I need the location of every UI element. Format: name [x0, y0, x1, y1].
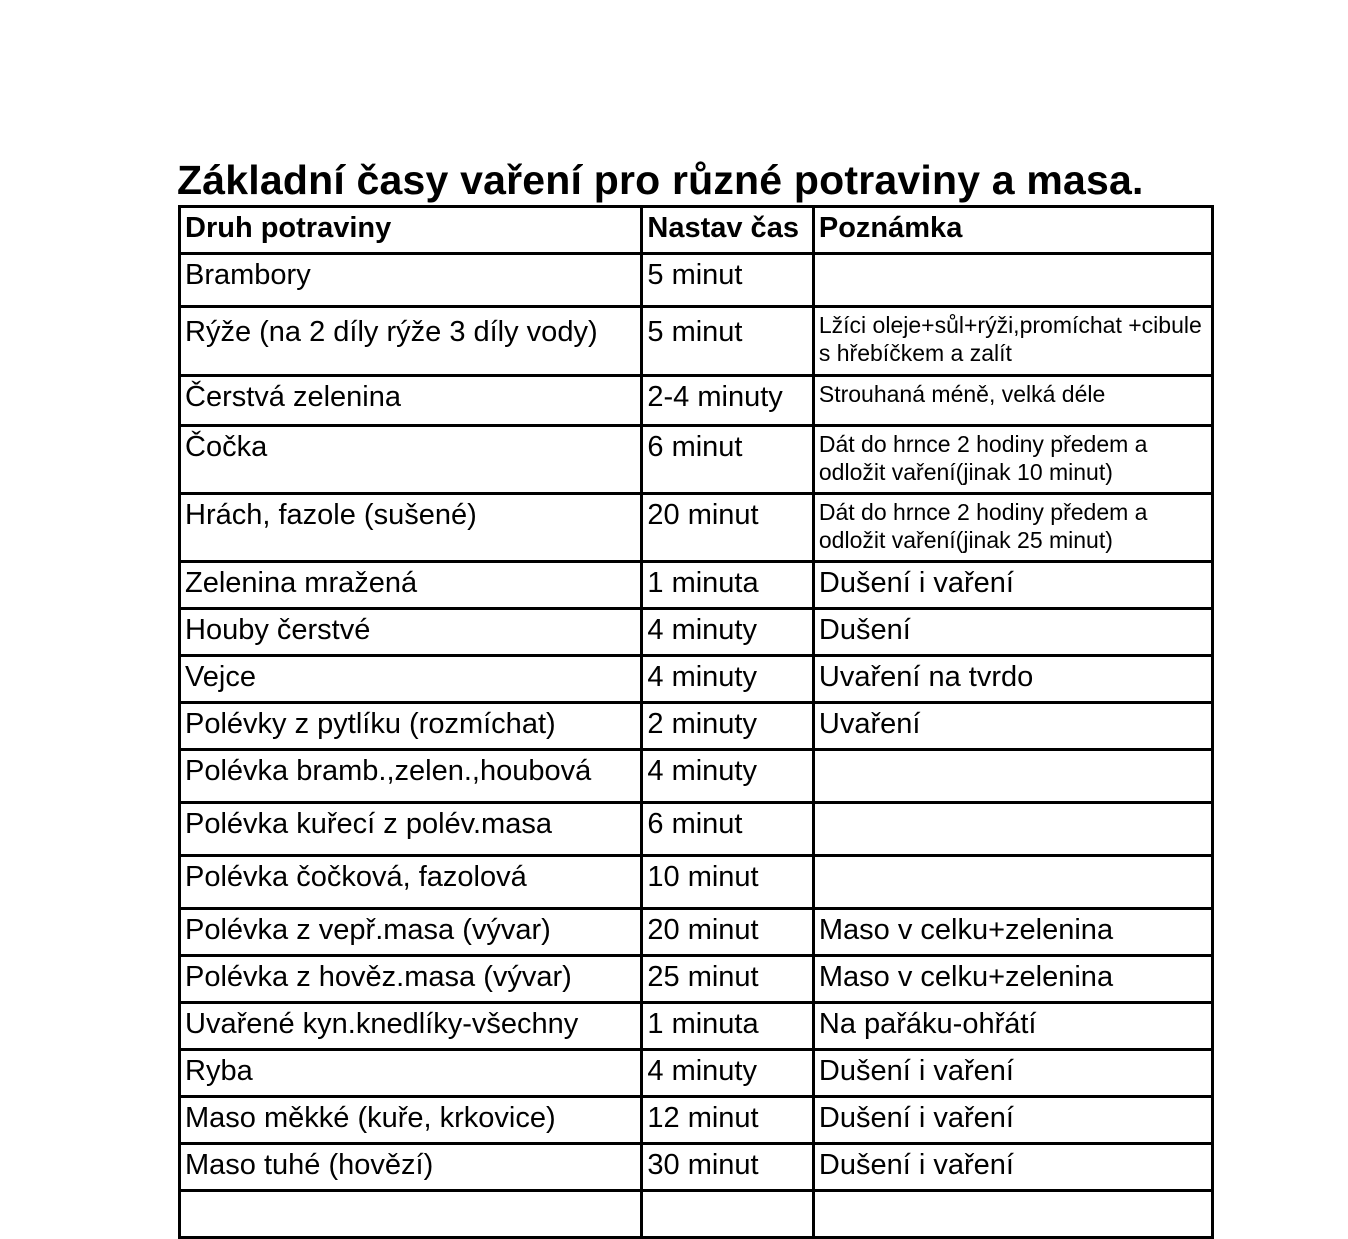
food-cell — [180, 1191, 642, 1238]
food-cell: Polévka bramb.,zelen.,houbová — [180, 750, 642, 803]
table-row — [180, 609, 1213, 656]
time-cell: 1 minuta — [642, 562, 813, 609]
table-row — [180, 656, 1213, 703]
table-row — [180, 426, 1213, 494]
time-cell: 2 minuty — [642, 703, 813, 750]
time-cell: 4 minuty — [642, 609, 813, 656]
table-row — [180, 956, 1213, 1003]
note-cell: Na pařáku-ohřátí — [813, 1003, 1212, 1050]
note-cell — [813, 1191, 1212, 1238]
table-row — [180, 307, 1213, 376]
time-cell: 4 minuty — [642, 750, 813, 803]
time-cell: 4 minuty — [642, 656, 813, 703]
table-row — [180, 856, 1213, 909]
note-cell: Dát do hrnce 2 hodiny předem a odložit vaření(jinak 10 minut) — [813, 426, 1212, 494]
time-cell: 5 minut — [642, 307, 813, 376]
time-cell: 5 minut — [642, 254, 813, 307]
food-cell: Polévka z hověz.masa (vývar) — [180, 956, 642, 1003]
food-cell: Zelenina mražená — [180, 562, 642, 609]
time-cell: 6 minut — [642, 803, 813, 856]
table-row — [180, 703, 1213, 750]
food-cell: Vejce — [180, 656, 642, 703]
time-cell: 2-4 minuty — [642, 376, 813, 426]
food-cell: Hrách, fazole (sušené) — [180, 494, 642, 562]
note-cell: Dušení — [813, 609, 1212, 656]
table-row — [180, 1050, 1213, 1097]
note-cell: Uvaření na tvrdo — [813, 656, 1212, 703]
note-cell: Dušení i vaření — [813, 1097, 1212, 1144]
note-cell — [813, 254, 1212, 307]
cooking-times-table — [178, 205, 1214, 1239]
food-cell: Polévka z vepř.masa (vývar) — [180, 909, 642, 956]
time-cell — [642, 1191, 813, 1238]
time-cell: 20 minut — [642, 494, 813, 562]
time-cell: 6 minut — [642, 426, 813, 494]
table-row — [180, 1144, 1213, 1191]
table-row-partial — [180, 1191, 1213, 1238]
note-cell — [813, 856, 1212, 909]
page-title: Základní časy vaření pro různé potraviny a masa. — [177, 157, 1144, 203]
note-cell — [813, 750, 1212, 803]
food-cell: Maso tuhé (hovězí) — [180, 1144, 642, 1191]
table-row — [180, 1003, 1213, 1050]
note-cell: Uvaření — [813, 703, 1212, 750]
table-row — [180, 494, 1213, 562]
table-row — [180, 1097, 1213, 1144]
food-cell: Polévka kuřecí z polév.masa — [180, 803, 642, 856]
note-cell: Lžíci oleje+sůl+rýži,promíchat +cibule s hřebíčkem a zalít — [813, 307, 1212, 376]
time-cell: 30 minut — [642, 1144, 813, 1191]
food-cell: Rýže (na 2 díly rýže 3 díly vody) — [180, 307, 642, 376]
food-cell: Uvařené kyn.knedlíky-všechny — [180, 1003, 642, 1050]
note-cell: Strouhaná méně, velká déle — [813, 376, 1212, 426]
table-row — [180, 909, 1213, 956]
food-cell: Maso měkké (kuře, krkovice) — [180, 1097, 642, 1144]
note-cell: Dušení i vaření — [813, 562, 1212, 609]
note-cell — [813, 803, 1212, 856]
table-row — [180, 562, 1213, 609]
note-cell: Dušení i vaření — [813, 1050, 1212, 1097]
time-cell: 12 minut — [642, 1097, 813, 1144]
table-row — [180, 254, 1213, 307]
food-cell: Brambory — [180, 254, 642, 307]
food-cell: Ryba — [180, 1050, 642, 1097]
food-cell: Polévka čočková, fazolová — [180, 856, 642, 909]
note-cell: Dušení i vaření — [813, 1144, 1212, 1191]
time-cell: 4 minuty — [642, 1050, 813, 1097]
time-cell: 20 minut — [642, 909, 813, 956]
header-time: Nastav čas — [642, 207, 813, 254]
table-header-row — [180, 207, 1213, 254]
table-row — [180, 750, 1213, 803]
header-note: Poznámka — [813, 207, 1212, 254]
note-cell: Maso v celku+zelenina — [813, 909, 1212, 956]
table-row — [180, 803, 1213, 856]
note-cell: Dát do hrnce 2 hodiny předem a odložit vaření(jinak 25 minut) — [813, 494, 1212, 562]
header-food: Druh potraviny — [180, 207, 642, 254]
time-cell: 1 minuta — [642, 1003, 813, 1050]
food-cell: Houby čerstvé — [180, 609, 642, 656]
time-cell: 10 minut — [642, 856, 813, 909]
food-cell: Čočka — [180, 426, 642, 494]
time-cell: 25 minut — [642, 956, 813, 1003]
note-cell: Maso v celku+zelenina — [813, 956, 1212, 1003]
food-cell: Polévky z pytlíku (rozmíchat) — [180, 703, 642, 750]
food-cell: Čerstvá zelenina — [180, 376, 642, 426]
table-row — [180, 376, 1213, 426]
